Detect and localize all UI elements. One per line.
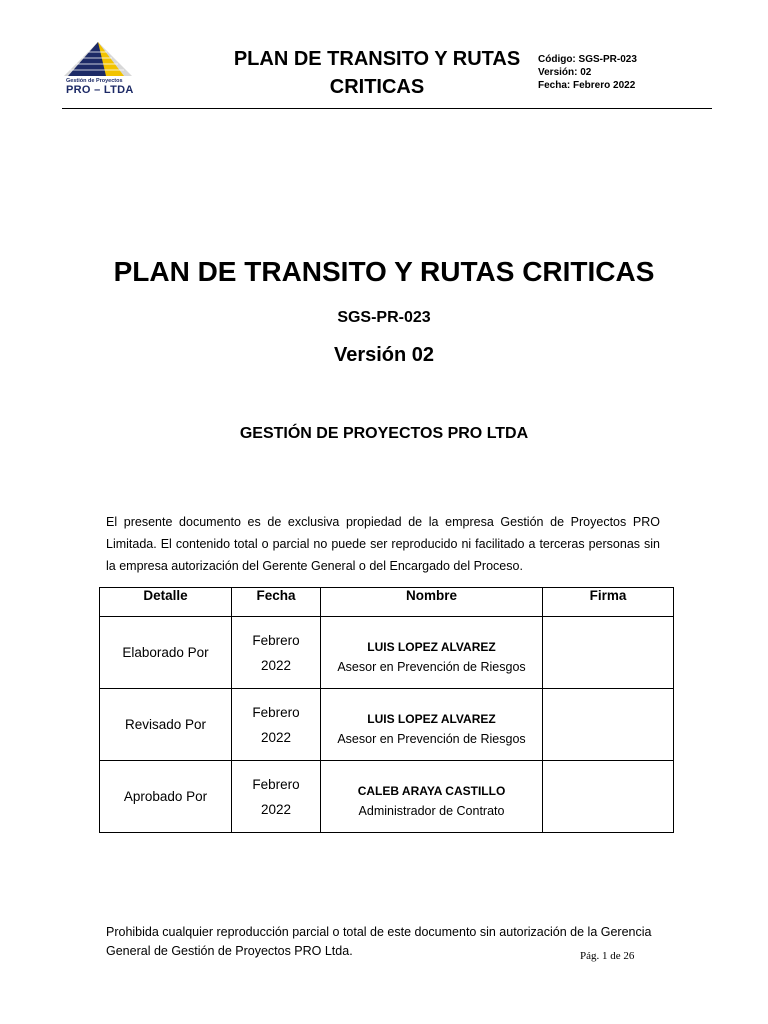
- document-header: [0, 0, 768, 110]
- row-signature: [543, 761, 674, 833]
- row-date-year: 2022: [260, 801, 292, 817]
- header-date: Fecha: Febrero 2022: [538, 80, 636, 91]
- table-row: [100, 617, 674, 689]
- row-detail: Aprobado Por: [100, 761, 232, 833]
- logo-text-bottom: PRO – LTDA: [66, 84, 134, 96]
- table-header-row: [100, 588, 674, 617]
- header-name: Nombre: [321, 588, 543, 617]
- header-detail: Detalle: [100, 588, 232, 617]
- document-version: Versión 02: [333, 344, 435, 366]
- row-date-month: Febrero: [252, 632, 300, 648]
- row-date-year: 2022: [260, 729, 292, 745]
- header-date: Fecha: [232, 588, 321, 617]
- header-divider: [62, 108, 712, 109]
- table-row: [100, 761, 674, 833]
- row-date: [232, 761, 321, 833]
- row-detail: Revisado Por: [100, 689, 232, 761]
- company-name: GESTIÓN DE PROYECTOS PRO LTDA: [239, 425, 529, 442]
- row-date: [232, 617, 321, 689]
- logo-text-top: Gestión de Proyectos: [66, 78, 123, 84]
- row-signature: [543, 617, 674, 689]
- row-role: Asesor en Prevención de Riesgos: [337, 731, 526, 746]
- row-signature: [543, 689, 674, 761]
- ownership-notice: El presente documento es de exclusiva propiedad de la empresa Gestión de Proyectos PRO Limitada. El contenido total o parcial no puede ser reproducido ni facilitado a terceras personas sin la empresa autorización del Gerente General o del Encargado del Proceso.: [106, 515, 660, 573]
- row-name-cell: [321, 689, 543, 761]
- document-code: SGS-PR-023: [337, 309, 431, 326]
- row-date-month: Febrero: [252, 776, 300, 792]
- header-code: Código: SGS-PR-023: [538, 54, 637, 65]
- header-meta: [538, 53, 637, 92]
- pyramid-logo-icon: [62, 40, 136, 80]
- row-date-month: Febrero: [252, 704, 300, 720]
- row-date-year: 2022: [260, 657, 292, 673]
- header-title: PLAN DE TRANSITO Y RUTAS CRITICAS: [233, 48, 521, 98]
- row-role: Administrador de Contrato: [358, 803, 505, 818]
- row-name: LUIS LOPEZ ALVAREZ: [367, 639, 496, 654]
- approval-table: [99, 587, 674, 833]
- row-name-cell: [321, 761, 543, 833]
- row-name: LUIS LOPEZ ALVAREZ: [367, 711, 496, 726]
- header-version: Versión: 02: [538, 67, 592, 78]
- row-role: Asesor en Prevención de Riesgos: [337, 659, 526, 674]
- row-name: CALEB ARAYA CASTILLO: [357, 783, 506, 798]
- row-date: [232, 689, 321, 761]
- table-row: [100, 689, 674, 761]
- header-signature: Firma: [543, 588, 674, 617]
- footer-note: Prohibida cualquier reproducción parcial o total de este documento sin autorización de la Gerencia General de Gestión de Proyectos PRO Ltda.: [106, 925, 652, 958]
- row-detail: Elaborado Por: [100, 617, 232, 689]
- page-number: Pág. 1 de 26: [580, 950, 635, 962]
- row-name-cell: [321, 617, 543, 689]
- company-logo: [62, 40, 136, 98]
- document-title: PLAN DE TRANSITO Y RUTAS CRITICAS: [113, 256, 655, 287]
